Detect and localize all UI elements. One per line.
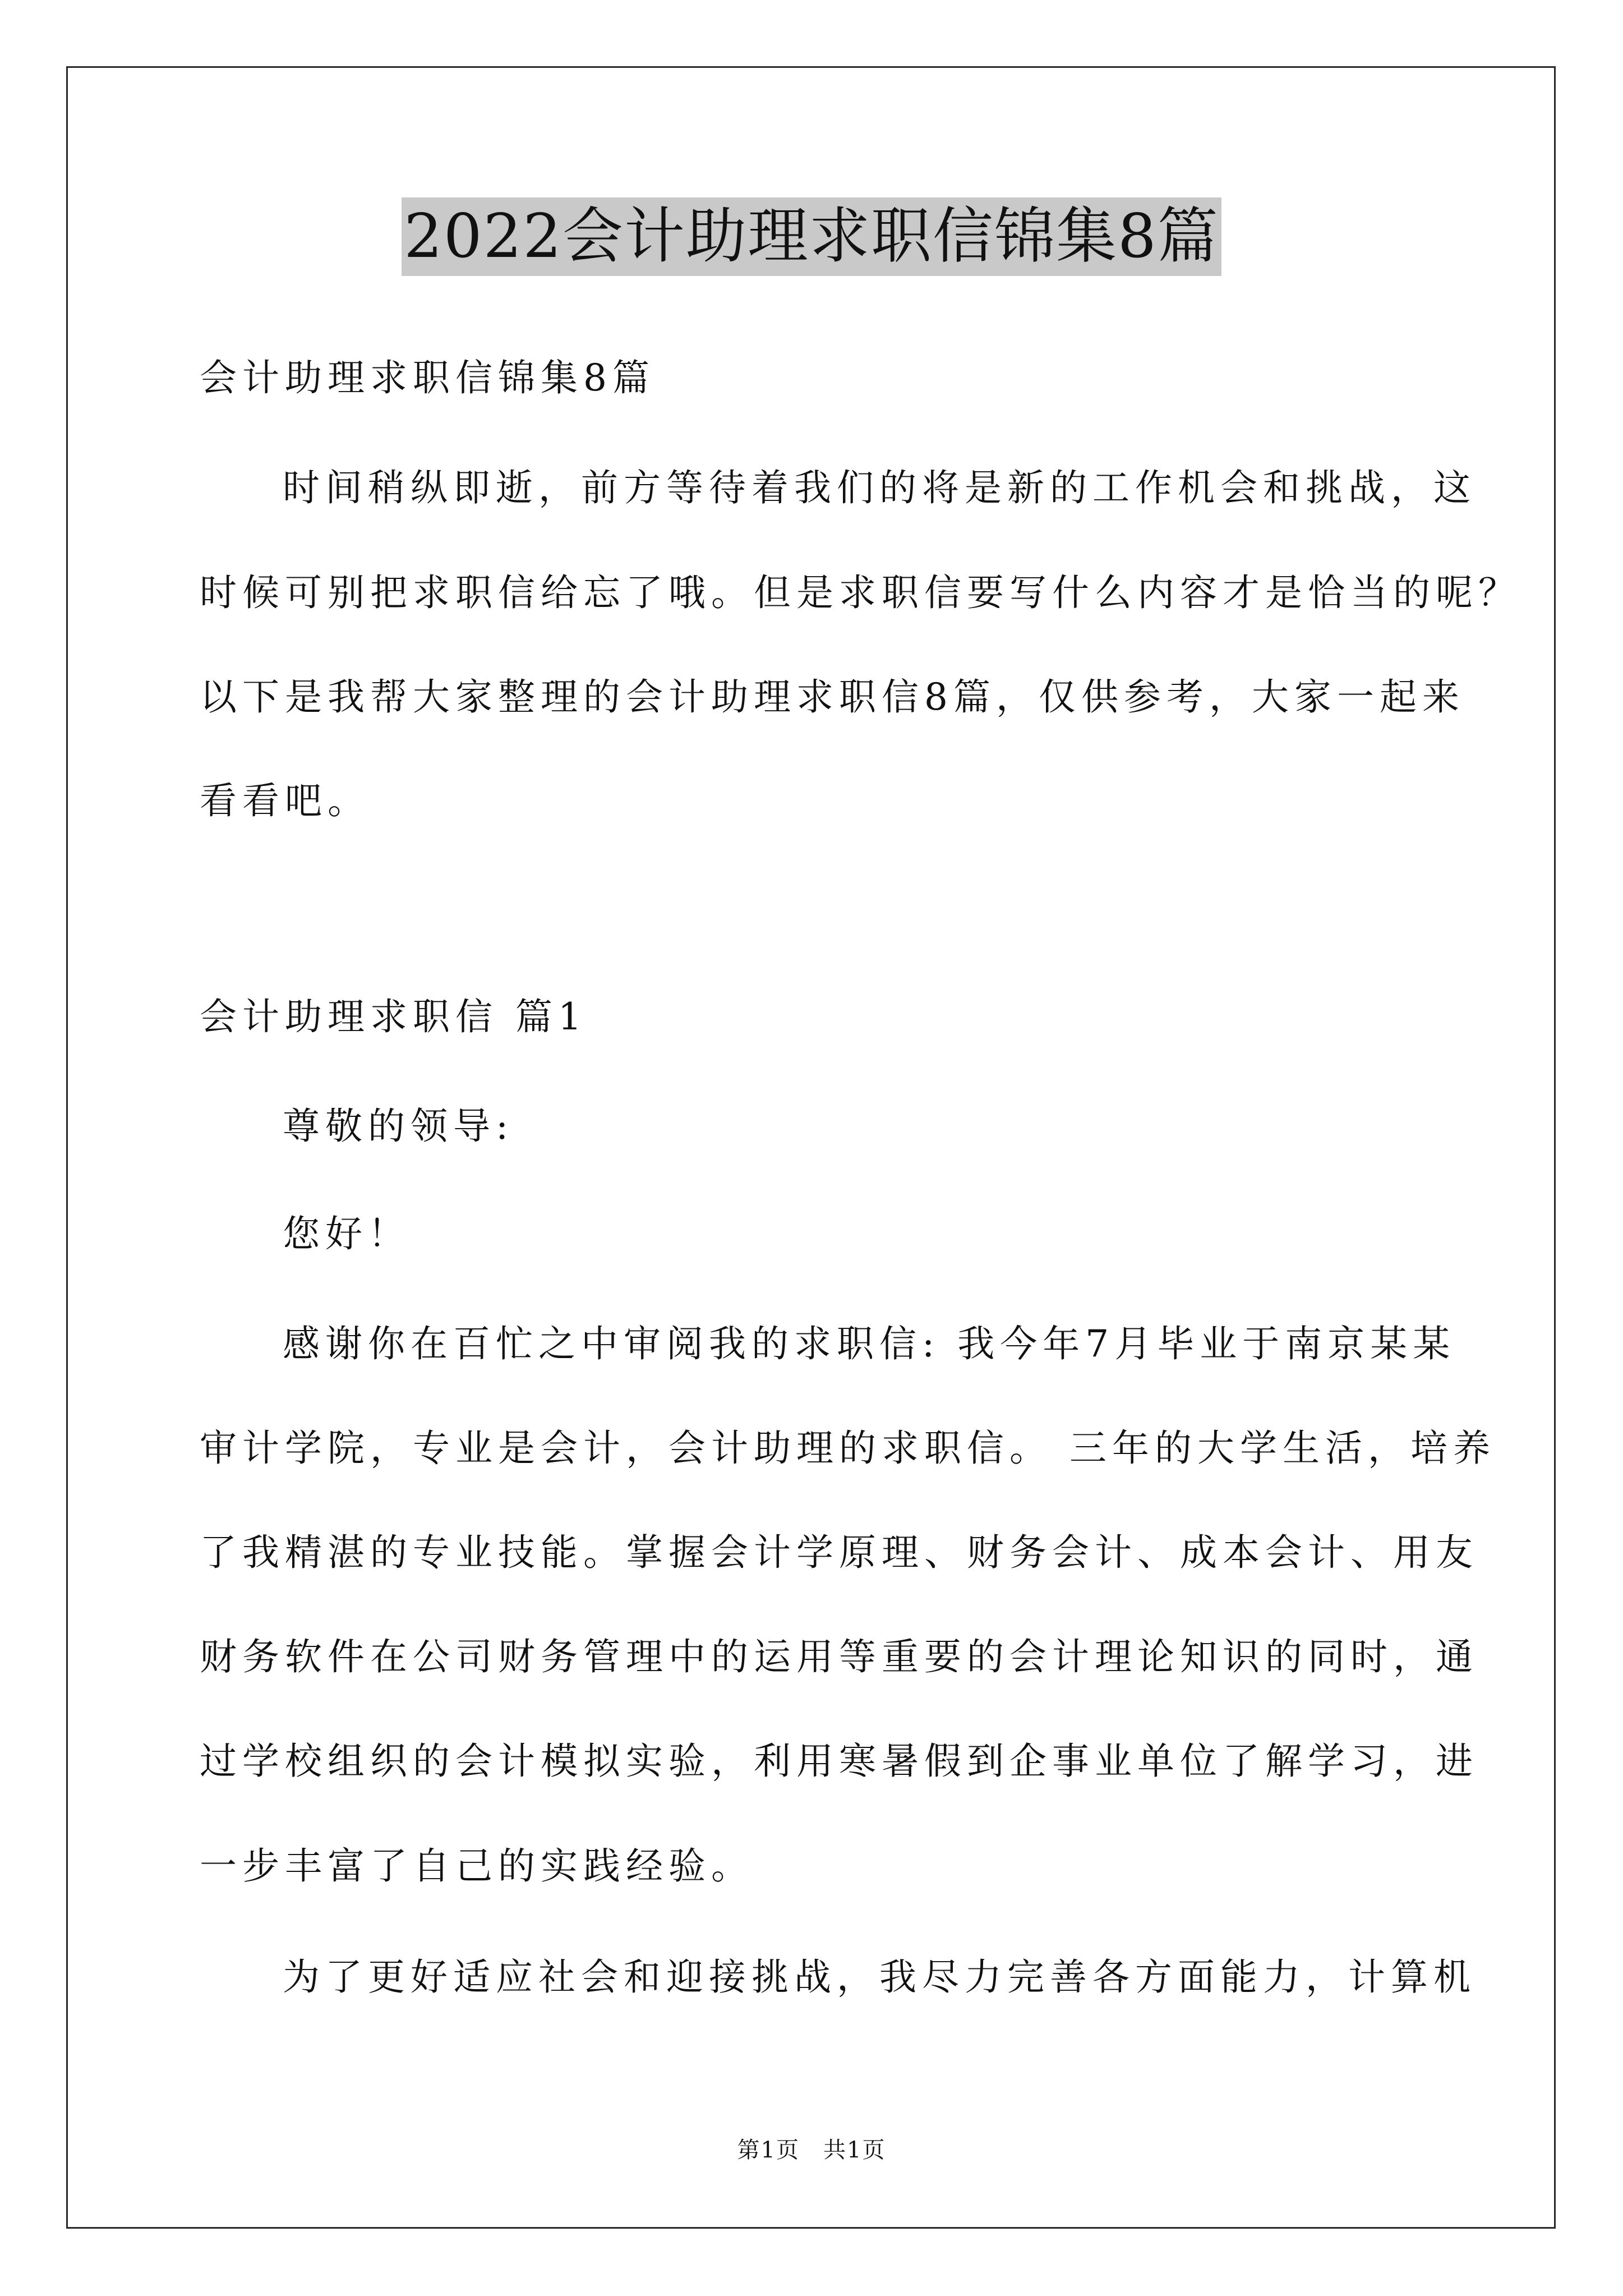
title-container: [0, 197, 1623, 276]
document-title: 2022会计助理求职信锦集8篇: [402, 197, 1221, 276]
greeting: 您好！: [283, 1212, 411, 1255]
section-heading: 会计助理求职信 篇1: [200, 995, 587, 1038]
intro-line-2: 时候可别把求职信给忘了哦。但是求职信要写什么内容才是恰当的呢？: [200, 571, 1521, 614]
document-subtitle: 会计助理求职信锦集8篇: [200, 356, 655, 399]
intro-line-3: 以下是我帮大家整理的会计助理求职信8篇，仅供参考，大家一起来: [200, 675, 1465, 719]
page-footer: 第1页 共1页: [737, 2137, 886, 2163]
body-line-2: 审计学院，专业是会计，会计助理的求职信。 三年的大学生活，培养: [200, 1427, 1496, 1470]
body-line-5: 过学校组织的会计模拟实验，利用寒暑假到企事业单位了解学习，进: [200, 1740, 1478, 1783]
intro-line-1: 时间稍纵即逝，前方等待着我们的将是新的工作机会和挑战，这: [283, 466, 1476, 509]
body-line-3: 了我精湛的专业技能。掌握会计学原理、财务会计、成本会计、用友: [200, 1531, 1478, 1574]
body-line-6: 一步丰富了自己的实践经验。: [200, 1844, 754, 1888]
salutation: 尊敬的领导:: [283, 1105, 514, 1148]
body-line-7: 为了更好适应社会和迎接挑战，我尽力完善各方面能力，计算机: [283, 1955, 1476, 1999]
body-line-4: 财务软件在公司财务管理中的运用等重要的会计理论知识的同时，通: [200, 1635, 1478, 1678]
intro-line-4: 看看吧。: [200, 779, 370, 822]
body-line-1: 感谢你在百忙之中审阅我的求职信: 我今年7月毕业于南京某某: [283, 1322, 1456, 1365]
